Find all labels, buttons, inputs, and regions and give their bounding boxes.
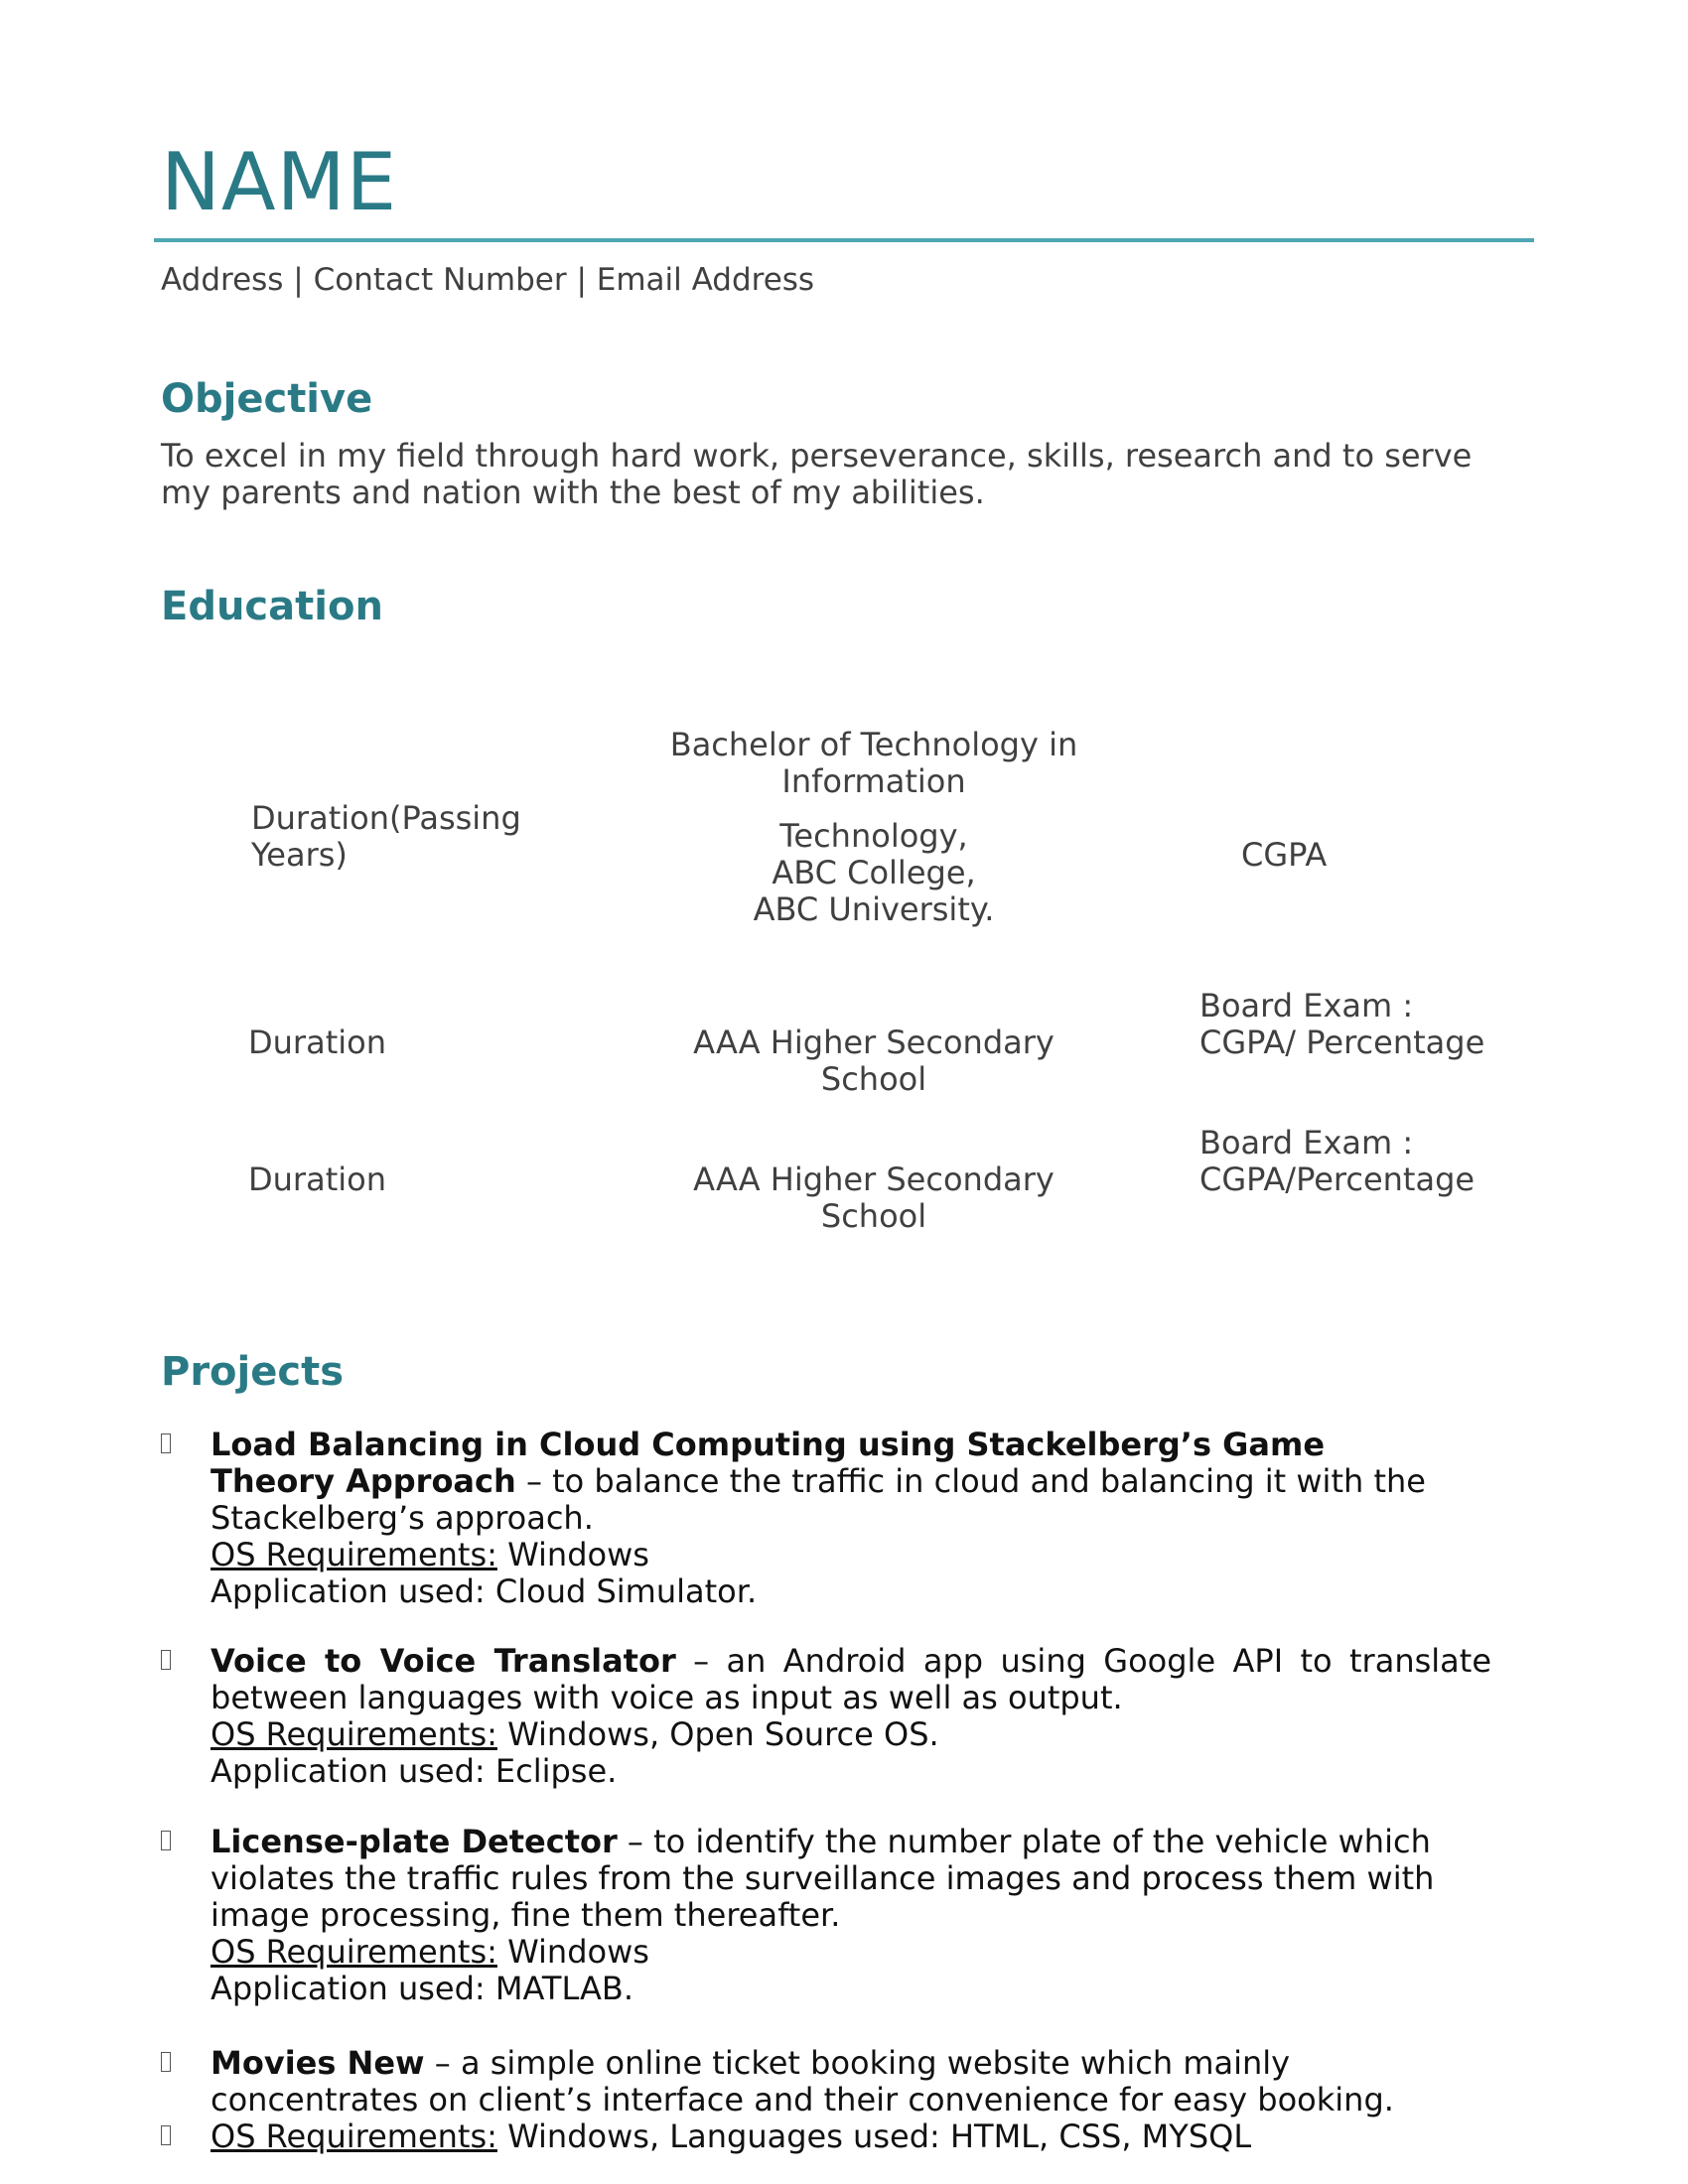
project-application: Application used: MATLAB. [211,1970,634,2007]
bullet-icon [161,1831,171,1850]
education-row-1-degree-cont: Technology, [779,817,968,855]
project-summary [211,1427,1442,1537]
education-row-2-score [1199,988,1484,1061]
os-requirements-value: Windows [496,1536,649,1573]
project-summary [211,1824,1452,1934]
education-row-3-duration: Duration [248,1160,386,1198]
os-requirements-value: Windows, Open Source OS. [496,1715,939,1753]
project-item [161,2118,1511,2155]
education-row-1-duration: Duration(Passing Years) [251,799,521,874]
os-requirements-label: OS Requirements: [211,1536,497,1573]
bullet-icon [161,1433,171,1453]
project-item [161,1643,1511,1790]
education-row-1-institution [635,727,1112,928]
project-title: Load Balancing in Cloud Computing using Stackelberg’s Game Theory Approach [211,1426,1326,1500]
project-os [211,1716,1491,1753]
os-requirements-value: Windows, Languages used: HTML, CSS, MYSQL [496,2117,1252,2155]
os-requirements-label: OS Requirements: [211,1715,497,1753]
os-requirements-label: OS Requirements: [211,1933,497,1971]
project-description: – an Android app using Google API to translate between languages with voice as input as well as output. [211,1642,1492,1716]
education-row-2-score-label: Board Exam : [1199,987,1414,1024]
project-title: Movies New [211,2044,425,2082]
objective-text: To excel in my field through hard work, perseverance, skills, research and to serve my parents and nation with the best of my abilities. [161,437,1473,511]
project-description: – to balance the traffic in cloud and balancing it with the Stackelberg’s approach. [211,1462,1426,1537]
objective-heading: Objective [161,376,373,422]
header-divider [154,238,1534,242]
education-row-1-score: CGPA [1241,836,1328,874]
project-item [161,2045,1511,2118]
os-requirements-label: OS Requirements: [211,2117,497,2155]
education-row-1-degree: Bachelor of Technology in Information [669,726,1078,800]
education-heading: Education [161,584,383,629]
education-row-3-score-label: Board Exam : [1199,1124,1414,1161]
project-item [161,1824,1511,2007]
project-os [211,2118,1491,2155]
project-os [211,1537,1442,1573]
education-row-2-duration: Duration [248,1024,386,1061]
project-title: License-plate Detector [211,1823,618,1860]
education-row-2-score-value: CGPA/ Percentage [1199,1024,1485,1061]
education-row-3-institution: AAA Higher Secondary School [693,1160,1055,1235]
bullet-icon [161,2125,171,2145]
os-requirements-value: Windows [496,1933,649,1971]
bullet-icon [161,2052,171,2072]
education-row-1-university: ABC University. [753,890,995,928]
project-item [161,1427,1511,1610]
project-os [211,1934,1452,1971]
education-row-1-college: ABC College, [772,854,976,891]
project-description: – a simple online ticket booking website which mainly concentrates on client’s interface and their convenience for easy booking. [211,2044,1394,2118]
project-application: Application used: Eclipse. [211,1752,618,1790]
project-title: Voice to Voice Translator [211,1642,676,1680]
project-description: – to identify the number plate of the vehicle which violates the traffic rules from the surveillance images and process them with image processing, fine them thereafter. [211,1823,1435,1934]
projects-heading: Projects [161,1349,345,1395]
contact-line: Address | Contact Number | Email Address [161,262,815,298]
project-application: Application used: Cloud Simulator. [211,1572,758,1610]
project-summary [211,1643,1491,1716]
education-row-3-score-value: CGPA/Percentage [1199,1160,1476,1198]
education-row-3-score [1199,1125,1475,1198]
education-row-2-institution: AAA Higher Secondary School [693,1024,1055,1098]
project-summary [211,2045,1442,2118]
bullet-icon [161,1650,171,1670]
candidate-name: NAME [161,136,398,228]
